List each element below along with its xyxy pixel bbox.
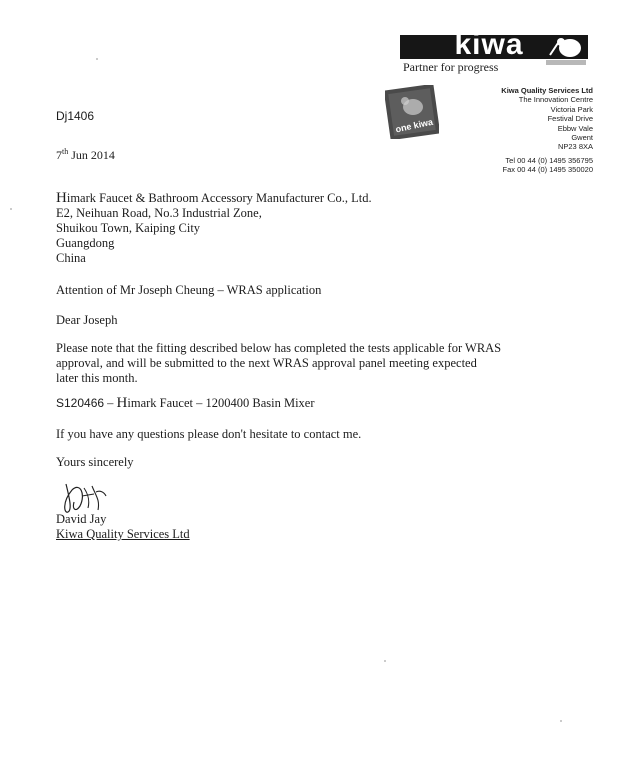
recipient-company-initial: H [56, 190, 67, 206]
fitting-maker-initial: H [116, 395, 128, 411]
logo-tagline: Partner for progress [403, 60, 499, 74]
address-line: Kiwa Quality Services Ltd [501, 86, 593, 95]
date-suffix: th [62, 147, 69, 156]
letter-date [56, 147, 115, 163]
body-line: later this month. [56, 371, 138, 385]
recipient-address [56, 191, 372, 266]
sender-address [501, 86, 593, 152]
handwritten-signature-icon [60, 480, 120, 516]
attention-line: Attention of Mr Joseph Cheung – WRAS application [56, 283, 322, 297]
date-day: 7 [56, 148, 62, 162]
recipient-company [56, 191, 372, 206]
scan-speck [560, 720, 562, 722]
reference-code: Dj1406 [56, 109, 95, 123]
closing-note: If you have any questions please don't hesitate to contact me. [56, 427, 362, 441]
recipient-line: Guangdong [56, 236, 115, 250]
signer-company: Kiwa Quality Services Ltd [56, 527, 190, 541]
fitting-maker-rest: imark Faucet – 1200400 Basin Mixer [127, 396, 315, 410]
signer-block [56, 512, 190, 542]
sender-contact [503, 156, 593, 175]
recipient-line: E2, Neihuan Road, No.3 Industrial Zone, [56, 206, 262, 220]
body-line: approval, and will be submitted to the next WRAS approval panel meeting expected [56, 356, 477, 370]
address-line: Victoria Park [550, 104, 593, 114]
date-rest: Jun 2014 [71, 148, 115, 162]
valediction: Yours sincerely [56, 455, 134, 469]
body-paragraph [56, 341, 556, 386]
signer-name: David Jay [56, 512, 107, 526]
salutation: Dear Joseph [56, 313, 118, 327]
address-line: Gwent [571, 133, 593, 143]
fitting-code: S120466 [56, 396, 105, 410]
brand-logo: kiwa [454, 28, 524, 61]
recipient-company-rest: imark Faucet & Bathroom Accessory Manufacturer Co., Ltd. [66, 191, 372, 205]
address-line: Ebbw Vale [557, 123, 593, 133]
fitting-separator: – [104, 396, 117, 410]
stamp-text: one kiwa [394, 116, 434, 135]
fitting-line [56, 396, 315, 411]
fax-number: Fax 00 44 (0) 1495 350020 [502, 165, 593, 175]
recipient-line: China [56, 251, 86, 265]
address-line: NP23 8XA [557, 142, 593, 152]
recipient-line: Shuikou Town, Kaiping City [56, 221, 201, 235]
address-line: The Innovation Centre [518, 95, 593, 105]
scan-speck [96, 58, 98, 60]
tel-number: Tel 00 44 (0) 1495 356795 [505, 156, 593, 165]
address-line: Festival Drive [547, 114, 593, 124]
body-line: Please note that the fitting described below has completed the tests applicable for WRAS [56, 341, 502, 355]
scan-speck [384, 660, 386, 662]
one-kiwa-stamp-icon [385, 85, 439, 139]
scan-speck [10, 208, 12, 210]
kiwa-bird-icon [544, 31, 588, 67]
